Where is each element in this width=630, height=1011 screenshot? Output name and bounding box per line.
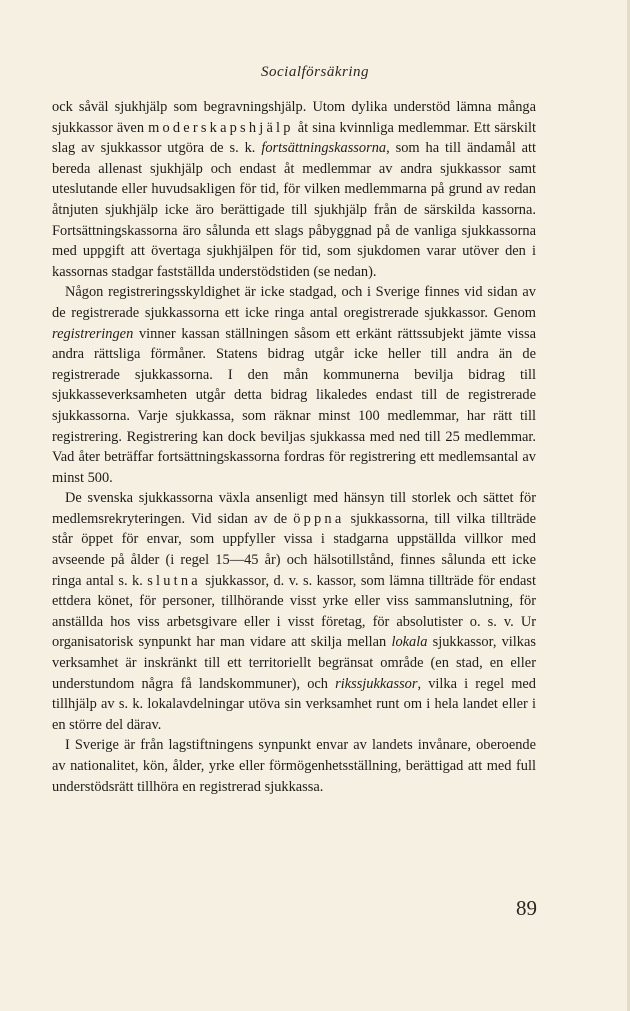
italic-term: fortsättningskassorna (261, 140, 387, 157)
text-segment: vinner kassan ställningen såsom ett erkänt rättssubjekt jämte vissa andra rättsliga förmåner. Statens bidrag utgår icke heller till andra än de registrerade sjukkassorna. I den mån kommunerna bevilja bidrag till sjukkasseverksamheten utgår detta bidrag likaledes endast till de registrerade sjukkassorna. Varje sjukkassa, som räknar minst 100 medlemmar, har rätt till registrering. Registrering kan dock beviljas sjukkassa med ned till 25 medlemmar. Vad åter beträffar fortsättningskassorna fordras för registrering ett medlemsantal av minst 500. (52, 325, 536, 486)
spaced-term: slutna (147, 572, 201, 589)
paragraph-3 (52, 488, 536, 735)
text-segment: åt sina kvinnliga medlemmar. Ett särskilt slag av sjukkassor utgöra de s. k. (52, 119, 536, 157)
paragraph-4 (52, 735, 536, 797)
text-segment: , vilka i regel med tillhjälp av s. k. lokalavdelningar utöva sin verksamhet runt om i hela landet eller i en större del därav. (52, 675, 536, 733)
italic-term: rikssjukkassor (335, 675, 418, 692)
text-segment: sjukkassor, vilkas verksamhet är inskränkt till ett territoriellt begränsat område (en stad, en eller understundom några få landskommuner), och (52, 634, 536, 692)
text-segment: ock såväl sjukhjälp som begravningshjälp. Utom dylika understöd lämna många sjukkassor även (52, 99, 536, 136)
text-segment: sjukkassor, d. v. s. kassor, som lämna tillträde för endast ettdera könet, för personer, tillhörande visst yrke eller viss sammanslutning, för anställda hos viss arbetsgivare eller i visst företag, för absolutister o. s. v. Ur organisatorisk synpunkt har man vidare att skilja mellan (52, 572, 536, 651)
running-head: Socialförsäkring (261, 64, 369, 80)
text-segment: I Sverige är från lagstiftningens synpunkt envar av landets invånare, oberoende av nationalitet, kön, ålder, yrke eller förmögenhetsställning, berättigad att med full understödsrätt tillhöra en registrerad sjukkassa. (52, 737, 536, 795)
spaced-term: öppna (293, 510, 345, 527)
body-text (52, 97, 536, 797)
paragraph-1 (52, 97, 536, 282)
text-segment: De svenska sjukkassorna växla ansenligt med hänsyn till storlek och sättet för medlemsrekryteringen. Vid sidan av de (52, 490, 536, 527)
text-segment: Någon registreringsskyldighet är icke stadgad, och i Sverige finnes vid sidan av de registrerade sjukkassorna ett icke ringa antal oregistrerade sjukkassor. Genom (52, 284, 536, 321)
italic-term: lokala (391, 634, 428, 651)
text-segment: , som ha till ändamål att bereda allenast sjukhjälp och endast åt medlemmar av andra sjukkassor samt uteslutande eller huvudsakligen för tid, för vilken medlemmarna på grund av redan åtnjuten sjukhjälp icke äro berättigade till sjukhjälp från de särskilda kassorna. Fortsättningskassorna äro sålunda ett slags påbyggnad på de vanliga sjukkassorna med uppgift att övertaga sjukhjälpen för tid, som sjukdomen varar utöver den i kassornas stadgar fastställda understödstiden (se nedan). (52, 140, 537, 280)
spaced-term: moderskapshjälp (148, 119, 294, 136)
paragraph-2 (52, 282, 536, 488)
italic-term: registreringen (52, 325, 134, 342)
page-number: 89 (516, 896, 537, 920)
text-segment: sjukkassorna, till vilka tillträde står öppet för envar, som uppfyller vissa i stadgarna uppställda villkor med avseende på ålder (i regel 15—45 år) och hälsotillstånd, finnes sålunda ett icke ringa antal s. k. (52, 510, 536, 589)
